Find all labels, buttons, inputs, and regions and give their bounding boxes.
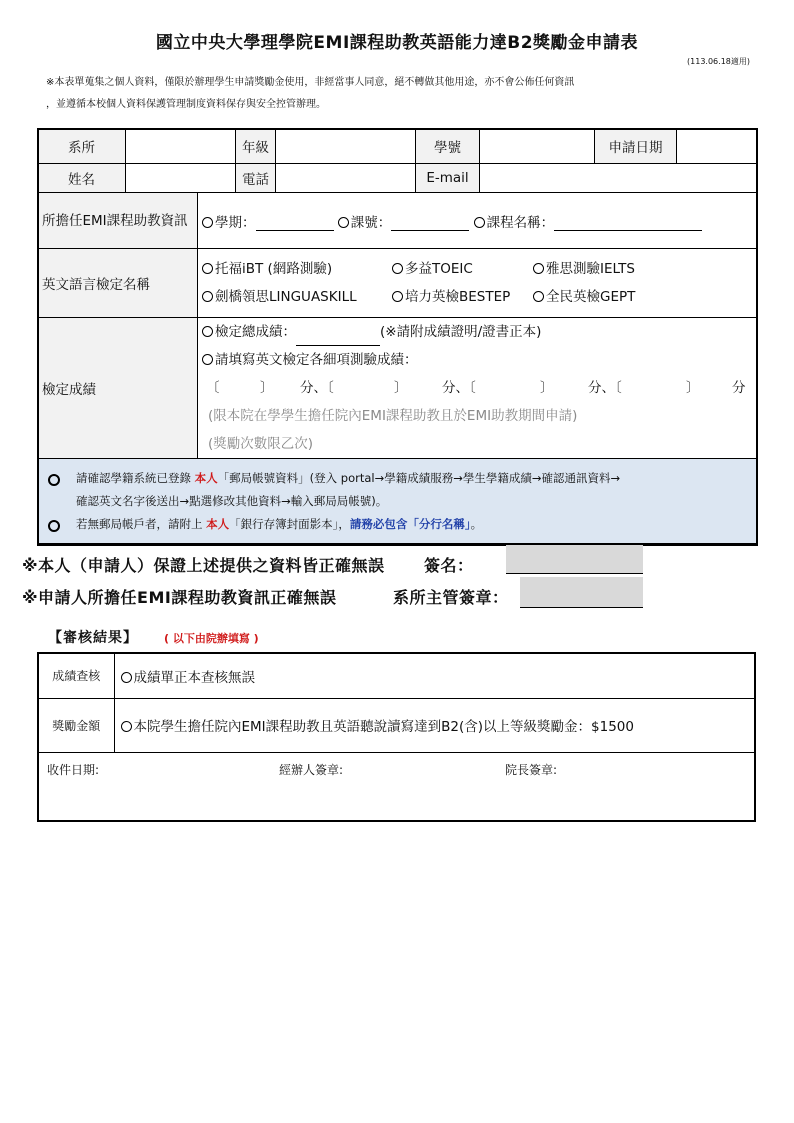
notes-cell — [38, 459, 757, 544]
apply-date-label: 申請日期 — [595, 129, 677, 164]
detail-score-option-icon[interactable] — [202, 354, 213, 365]
email-field[interactable] — [480, 164, 757, 193]
received-date-label: 收件日期: — [47, 762, 100, 777]
toefl-radio-icon[interactable] — [202, 263, 213, 274]
application-form-table — [37, 128, 757, 544]
grade-field[interactable] — [276, 129, 416, 164]
note1-text-b: 「郵局帳號資料」(登入 portal→學籍成績服務→學生學籍成績→確認通訊資料→ — [217, 470, 621, 485]
ta-course-name-label: 課程名稱： — [486, 214, 555, 231]
award-cell — [114, 698, 755, 752]
award-text: 本院學生擔任院內EMI課程助教且英語聽說讀寫達到B2(含)以上等級獎勵金：$1500 — [133, 719, 634, 735]
review-heading-note: ( 以下由院辦填寫 ) — [164, 632, 259, 645]
note2-text-a: 若無郵局帳戶者，請附上 — [76, 516, 203, 531]
ielts-radio-icon[interactable] — [533, 263, 544, 274]
score-total-field[interactable] — [296, 331, 380, 346]
ta-semester-label: 學期： — [215, 214, 256, 231]
score-unit-4: 分 — [732, 380, 746, 396]
bracket-close-3: 〕 — [540, 380, 554, 396]
score-check-text: 成績單正本查核無誤 — [133, 669, 255, 686]
review-table — [37, 652, 756, 822]
note2-text-b: 「銀行存簿封面影本」， — [229, 516, 350, 531]
supervisor-sign-label: 系所主管簽章： — [393, 588, 509, 607]
ta-info-cell — [198, 193, 757, 249]
score-sep-3: 分、〔 — [588, 380, 622, 396]
exam-option-bestep: 培力英檢BESTEP — [405, 289, 511, 305]
course-no-option-icon[interactable] — [338, 217, 349, 228]
exam-option-ielts: 雅思測驗IELTS — [546, 261, 635, 277]
ta-course-no-field[interactable] — [391, 216, 469, 231]
phone-field[interactable] — [276, 164, 416, 193]
score-check-label: 成績查核 — [38, 653, 114, 698]
exam-name-label: 英文語言檢定名稱 — [38, 249, 198, 318]
score-check-option-icon[interactable] — [121, 672, 132, 683]
applicant-sign-label: 簽名： — [424, 556, 474, 575]
applicant-signature-field[interactable] — [506, 545, 643, 574]
privacy-notice-line2: ，並遵循本校個人資料保護管理制度資料保存與安全控管辦理。 — [46, 99, 326, 110]
score-note-2: (獎勵次數限乙次) — [208, 436, 314, 452]
gept-radio-icon[interactable] — [533, 291, 544, 302]
name-field[interactable] — [126, 164, 236, 193]
bracket-open-1: 〔 — [206, 380, 220, 396]
score-total-note: (※請附成績證明/證書正本) — [380, 324, 542, 340]
bracket-close-1: 〕 — [260, 380, 274, 396]
handler-sign-label: 經辦人簽章: — [279, 762, 344, 777]
dept-field[interactable] — [126, 129, 236, 164]
applicant-declaration: ※本人（申請人）保證上述提供之資料皆正確無誤 — [22, 556, 385, 575]
exam-option-linguaskill: 劍橋領思LINGUASKILL — [215, 289, 357, 305]
grade-label: 年級 — [236, 129, 276, 164]
course-name-option-icon[interactable] — [474, 217, 485, 228]
score-sep-1: 分、〔 — [300, 380, 334, 396]
note1-text-c: 確認英文名字後送出→點選修改其他資料→輸入郵局局帳號)。 — [76, 493, 388, 508]
ta-info-label: 所擔任EMI課程助教資訊 — [38, 193, 198, 249]
ta-course-name-field[interactable] — [554, 216, 702, 231]
email-label: E-mail — [416, 164, 480, 193]
note-bullet-1-icon — [48, 474, 60, 486]
toeic-radio-icon[interactable] — [392, 263, 403, 274]
note2-text-c: 。 — [470, 516, 483, 531]
note2-highlight: 本人 — [206, 516, 230, 531]
review-sign-cell[interactable] — [38, 752, 755, 821]
semester-option-icon[interactable] — [202, 217, 213, 228]
ta-semester-field[interactable] — [256, 216, 334, 231]
version-date: (113.06.18適用) — [687, 57, 750, 66]
apply-date-field[interactable] — [677, 129, 757, 164]
note-bullet-2-icon — [48, 520, 60, 532]
bracket-close-2: 〕 — [394, 380, 408, 396]
score-detail-label: 請填寫英文檢定各細項測驗成績： — [215, 352, 418, 368]
supervisor-signature-field[interactable] — [520, 577, 643, 608]
student-id-field[interactable] — [480, 129, 595, 164]
score-total-label: 檢定總成績： — [215, 324, 296, 340]
name-label: 姓名 — [38, 164, 126, 193]
linguaskill-radio-icon[interactable] — [202, 291, 213, 302]
award-label: 獎勵金額 — [38, 698, 114, 752]
dept-label: 系所 — [38, 129, 126, 164]
award-option-icon[interactable] — [121, 721, 132, 732]
score-cell — [198, 318, 757, 459]
score-check-cell — [114, 653, 755, 698]
score-sep-2: 分、〔 — [442, 380, 476, 396]
privacy-notice-line1: ※本表單蒐集之個人資料，僅限於辦理學生申請獎勵金使用，非經當事人同意，絕不轉做其他用途，亦不會公佈任何資訊 — [46, 77, 575, 88]
note1-text-a: 請確認學籍系統已登錄 — [76, 470, 191, 485]
note2-blue-text: 請務必包含「分行名稱」 — [349, 516, 471, 531]
score-label: 檢定成績 — [38, 318, 198, 459]
supervisor-declaration: ※申請人所擔任EMI課程助教資訊正確無誤 — [22, 588, 337, 607]
exam-option-toeic: 多益TOEIC — [405, 261, 473, 277]
exam-option-gept: 全民英檢GEPT — [546, 289, 636, 305]
phone-label: 電話 — [236, 164, 276, 193]
dean-sign-label: 院長簽章: — [505, 762, 558, 777]
bestep-radio-icon[interactable] — [392, 291, 403, 302]
review-heading: 【審核結果】 — [48, 630, 138, 646]
ta-course-no-label: 課號： — [350, 214, 392, 231]
score-note-1: (限本院在學學生擔任院內EMI課程助教且於EMI助教期間申請) — [208, 408, 578, 424]
student-id-label: 學號 — [416, 129, 480, 164]
bracket-close-4: 〕 — [686, 380, 700, 396]
score-detail-fields[interactable] — [202, 374, 752, 402]
form-title: 國立中央大學理學院EMI課程助教英語能力達B2獎勵金申請表 — [155, 33, 639, 53]
note1-highlight: 本人 — [194, 470, 218, 485]
exam-option-toefl: 托福iBT (網路測驗) — [215, 261, 333, 277]
total-score-option-icon[interactable] — [202, 326, 213, 337]
exam-options-cell — [198, 249, 757, 318]
